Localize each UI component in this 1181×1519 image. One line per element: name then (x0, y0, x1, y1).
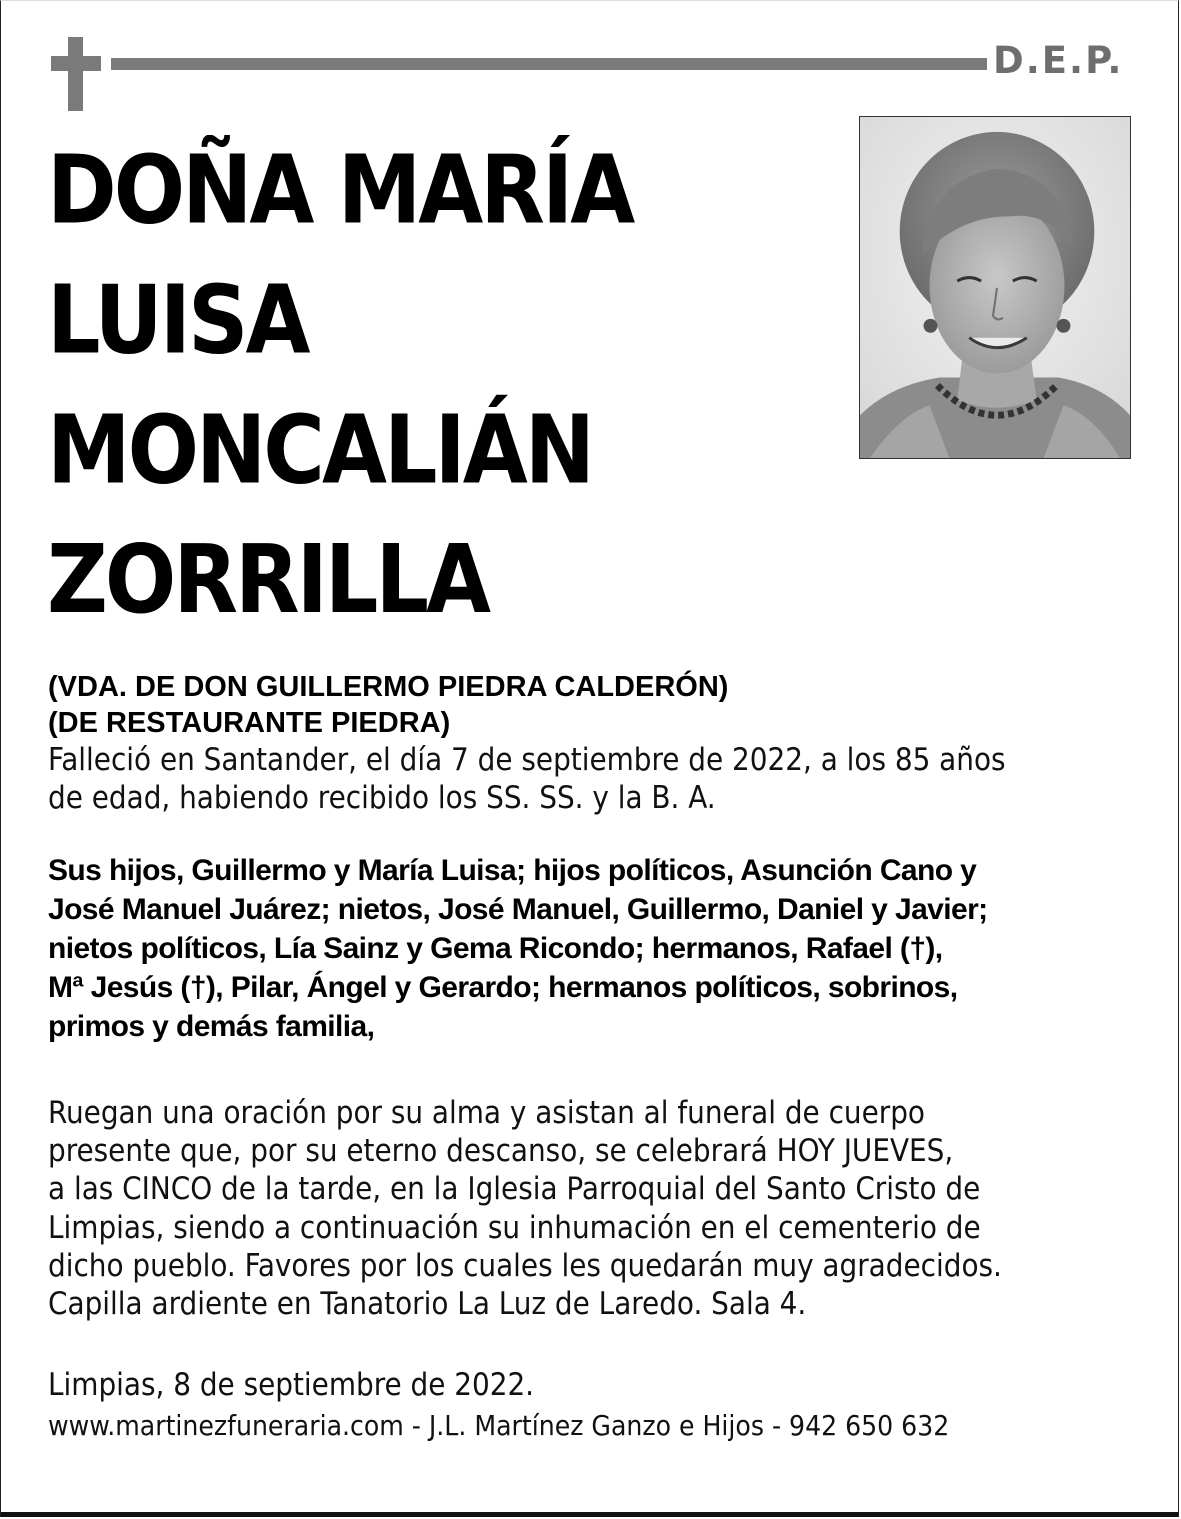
request-line: dicho pueblo. Favores por los cuales les quedarán muy agradecidos. (48, 1247, 1002, 1284)
request-line: Limpias, siendo a continuación su inhumación en el cementerio de (48, 1209, 981, 1246)
family-line: José Manuel Juárez; nietos, José Manuel, Guillermo, Daniel y Javier; (48, 893, 988, 926)
place-date (48, 1366, 1148, 1404)
family-line: Sus hijos, Guillermo y María Luisa; hijos políticos, Asunción Cano y (48, 854, 977, 887)
family-line: Mª Jesús (†), Pilar, Ángel y Gerardo; hermanos políticos, sobrinos, (48, 971, 958, 1004)
death-announcement (48, 741, 1148, 817)
name-line: ZORRILLA (47, 524, 488, 635)
header-rule (111, 58, 987, 70)
request-line: a las CINCO de la tarde, en la Iglesia Parroquial del Santo Cristo de (48, 1171, 981, 1208)
funeral-home-footer: www.martinezfuneraria.com - J.L. Martínez Ganzo e Hijos - 942 650 632 (48, 1409, 950, 1442)
announcement-line: Falleció en Santander, el día 7 de septiembre de 2022, a los 85 años (48, 742, 1006, 778)
name-line: MONCALIÁN (47, 394, 593, 505)
family-line: primos y demás familia, (48, 1010, 375, 1043)
family-line: nietos políticos, Lía Sainz y Gema Ricondo; hermanos, Rafael (†), (48, 932, 943, 965)
dep-label: D.E.P. (993, 39, 1124, 82)
name-line: LUISA (47, 265, 308, 375)
family-list (48, 851, 1148, 1046)
portrait-photo (859, 116, 1131, 459)
portrait-image (860, 117, 1130, 458)
announcement-line: de edad, habiendo recibido los SS. SS. y la B. A. (48, 780, 716, 816)
subtitle-line: (VDA. DE DON GUILLERMO PIEDRA CALDERÓN) (48, 671, 729, 703)
request-line: Capilla ardiente en Tanatorio La Luz de Laredo. Sala 4. (48, 1286, 807, 1323)
subtitle-line: (DE RESTAURANTE PIEDRA) (48, 707, 451, 739)
cross-icon (51, 37, 101, 111)
name-line: DOÑA MARÍA (47, 135, 633, 245)
deceased-name (47, 125, 837, 645)
place-date-text: Limpias, 8 de septiembre de 2022. (48, 1367, 535, 1403)
subtitle (48, 669, 1138, 741)
request-line: presente que, por su eterno descanso, se celebrará HOY JUEVES, (48, 1133, 954, 1170)
bottom-rule (1, 1512, 1178, 1517)
request-line: Ruegan una oración por su alma y asistan al funeral de cuerpo (48, 1095, 925, 1131)
funeral-request (48, 1094, 1148, 1323)
